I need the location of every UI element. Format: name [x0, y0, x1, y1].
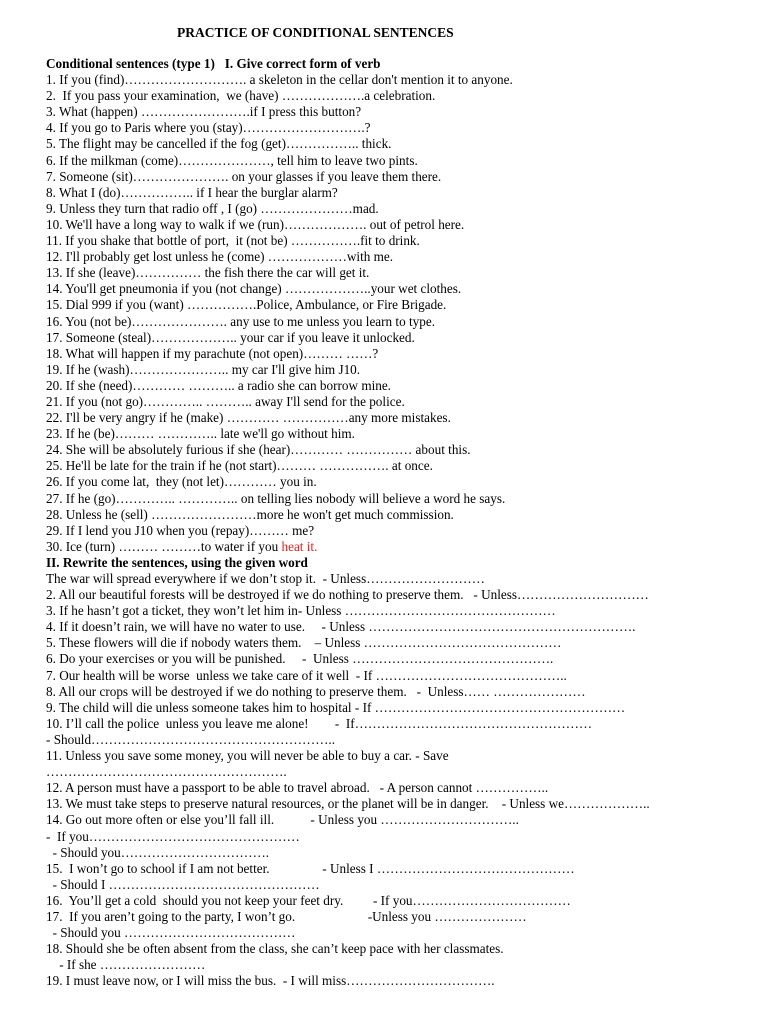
exercise-item-9: 9. Unless they turn that radio off , I (go) …………………mad. — [46, 200, 379, 216]
exercise-item-17: 17. Someone (steal)……………….. your car if you leave it unlocked. — [46, 329, 415, 345]
exercise-item-12: 12. I'll probably get lost unless he (come) ………………with me. — [46, 249, 394, 265]
section1-heading — [46, 56, 762, 72]
exercise-item-28: 28. Unless he (sell) ……………………more he won't get much commission. — [46, 506, 454, 522]
rewrite-line-22: 17. If you aren’t going to the party, I won’t go. -Unless you ………………… — [46, 908, 527, 924]
rewrite-line-13: ………………………………………………. — [46, 764, 287, 780]
exercise-item-1: 1. If you (find)………………………. a skeleton in the cellar don't mention it to anyone. — [46, 72, 513, 88]
rewrite-line-9: 9. The child will die unless someone takes him to hospital - If ………………………………………………… — [46, 699, 626, 715]
exercise-item-25: 25. He'll be late for the train if he (not start)……… ……………. at once. — [46, 458, 433, 474]
rewrite-line-19: 15. I won’t go to school if I am not better. - Unless I ……………………………………… — [46, 860, 575, 876]
exercise-item-13: 13. If she (leave)…………… the fish there the car will get it. — [46, 265, 370, 281]
section2-heading: II. Rewrite the sentences, using the given word — [46, 554, 308, 570]
exercise-item-23: 23. If he (be)……… ………….. late we'll go without him. — [46, 426, 355, 442]
exercise-item-30-text: 30. Ice (turn) ……… ………to water if you — [46, 538, 282, 554]
section1-heading-type: Conditional sentences (type 1) — [46, 56, 215, 71]
exercise-item-11: 11. If you shake that bottle of port, it (not be) …………….fit to drink. — [46, 233, 420, 249]
rewrite-line-15: 13. We must take steps to preserve natural resources, or the planet will be in danger. - Unless we……………….. — [46, 796, 650, 812]
exercise-item-3: 3. What (happen) …………………….if I press this button? — [46, 104, 362, 120]
rewrite-line-25: - If she …………………… — [46, 957, 206, 973]
exercise-item-6: 6. If the milkman (come)…………………, tell him to leave two pints. — [46, 152, 418, 168]
exercise-item-22: 22. I'll be very angry if he (make) ………… ……………any more mistakes. — [46, 410, 451, 426]
rewrite-line-23: - Should you ………………………………… — [46, 925, 296, 941]
rewrite-line-12: 11. Unless you save some money, you will never be able to buy a car. - Save — [46, 748, 449, 764]
rewrite-line-2: 2. All our beautiful forests will be destroyed if we do nothing to preserve them. - Unless………………………… — [46, 587, 649, 603]
exercise-item-29: 29. If I lend you J10 when you (repay)……… me? — [46, 522, 315, 538]
exercise-item-30-highlight: heat it. — [281, 538, 318, 554]
rewrite-line-26: 19. I must leave now, or I will miss the bus. - I will miss……………………………. — [46, 973, 495, 989]
exercise-item-4: 4. If you go to Paris where you (stay)……………………….? — [46, 120, 371, 136]
exercise-item-26: 26. If you come lat, they (not let)………… you in. — [46, 474, 317, 490]
exercise-item-27: 27. If he (go)………….. ………….. on telling lies nobody will believe a word he says. — [46, 490, 506, 506]
exercise-item-19: 19. If he (wash)………………….. my car I'll give him J10. — [46, 361, 361, 377]
exercise-item-10: 10. We'll have a long way to walk if we (run)………………. out of petrol here. — [46, 216, 465, 232]
rewrite-line-8: 8. All our crops will be destroyed if we do nothing to preserve them. - Unless…… ………………… — [46, 683, 586, 699]
rewrite-line-6: 6. Do your exercises or you will be punished. - Unless ………………………………………. — [46, 651, 554, 667]
rewrite-line-1: The war will spread everywhere if we don’t stop it. - Unless……………………… — [46, 571, 485, 586]
exercise-item-16: 16. You (not be)…………………. any use to me unless you learn to type. — [46, 313, 435, 329]
rewrite-line-11: - Should……………………………………………….. — [46, 731, 336, 747]
exercise-item-14: 14. You'll get pneumonia if you (not change) ………………..your wet clothes. — [46, 281, 462, 297]
section1-heading-task: I. Give correct form of verb — [224, 56, 381, 71]
rewrite-line-5: 5. These flowers will die if nobody waters them. – Unless ……………………………………… — [46, 635, 562, 651]
worksheet-page — [46, 24, 762, 989]
rewrite-line-14: 12. A person must have a passport to be able to travel abroad. - A person cannot …………….. — [46, 780, 549, 796]
rewrite-line-21: 16. You’ll get a cold should you not keep your feet dry. - If you……………………………… — [46, 892, 571, 908]
rewrite-line-17: - If you………………………………………… — [46, 828, 300, 844]
exercise-item-20: 20. If she (need)………… ……….. a radio she can borrow mine. — [46, 377, 391, 393]
rewrite-line-3: 3. If he hasn’t got a ticket, they won’t let him in- Unless ………………………………………… — [46, 603, 556, 619]
rewrite-line-24: 18. Should she be often absent from the class, she can’t keep pace with her classmates. — [46, 941, 504, 957]
exercise-item-8: 8. What I (do)…………….. if I hear the burglar alarm? — [46, 184, 338, 200]
exercise-item-18: 18. What will happen if my parachute (not open)……… ……? — [46, 345, 379, 361]
rewrite-line-20: - Should I ………………………………………… — [46, 876, 320, 892]
exercise-item-7: 7. Someone (sit)…………………. on your glasses if you leave them there. — [46, 168, 442, 184]
exercise-item-21: 21. If you (not go)………….. ……….. away I'll send for the police. — [46, 393, 405, 409]
rewrite-line-18: - Should you……………………………. — [46, 844, 270, 860]
exercise-item-24: 24. She will be absolutely furious if she (hear)………… …………… about this. — [46, 442, 471, 458]
exercise-item-5: 5. The flight may be cancelled if the fog (get)…………….. thick. — [46, 136, 392, 152]
rewrite-line-16: 14. Go out more often or else you’ll fall ill. - Unless you ………………………….. — [46, 812, 519, 828]
exercise-item-2: 2. If you pass your examination, we (have) ……………….a celebration. — [46, 88, 436, 104]
rewrite-line-4: 4. If it doesn’t rain, we will have no water to use. - Unless ……………………………………………………. — [46, 619, 636, 635]
exercise-item-30 — [46, 539, 762, 555]
exercise-item-15: 15. Dial 999 if you (want) …………….Police, Ambulance, or Fire Brigade. — [46, 297, 447, 313]
rewrite-line-10: 10. I’ll call the police unless you leave me alone! - If……………………………………………… — [46, 715, 593, 731]
rewrite-line-7: 7. Our health will be worse unless we take care of it well - If …………………………………….. — [46, 667, 567, 683]
page-title: PRACTICE OF CONDITIONAL SENTENCES — [177, 25, 454, 40]
